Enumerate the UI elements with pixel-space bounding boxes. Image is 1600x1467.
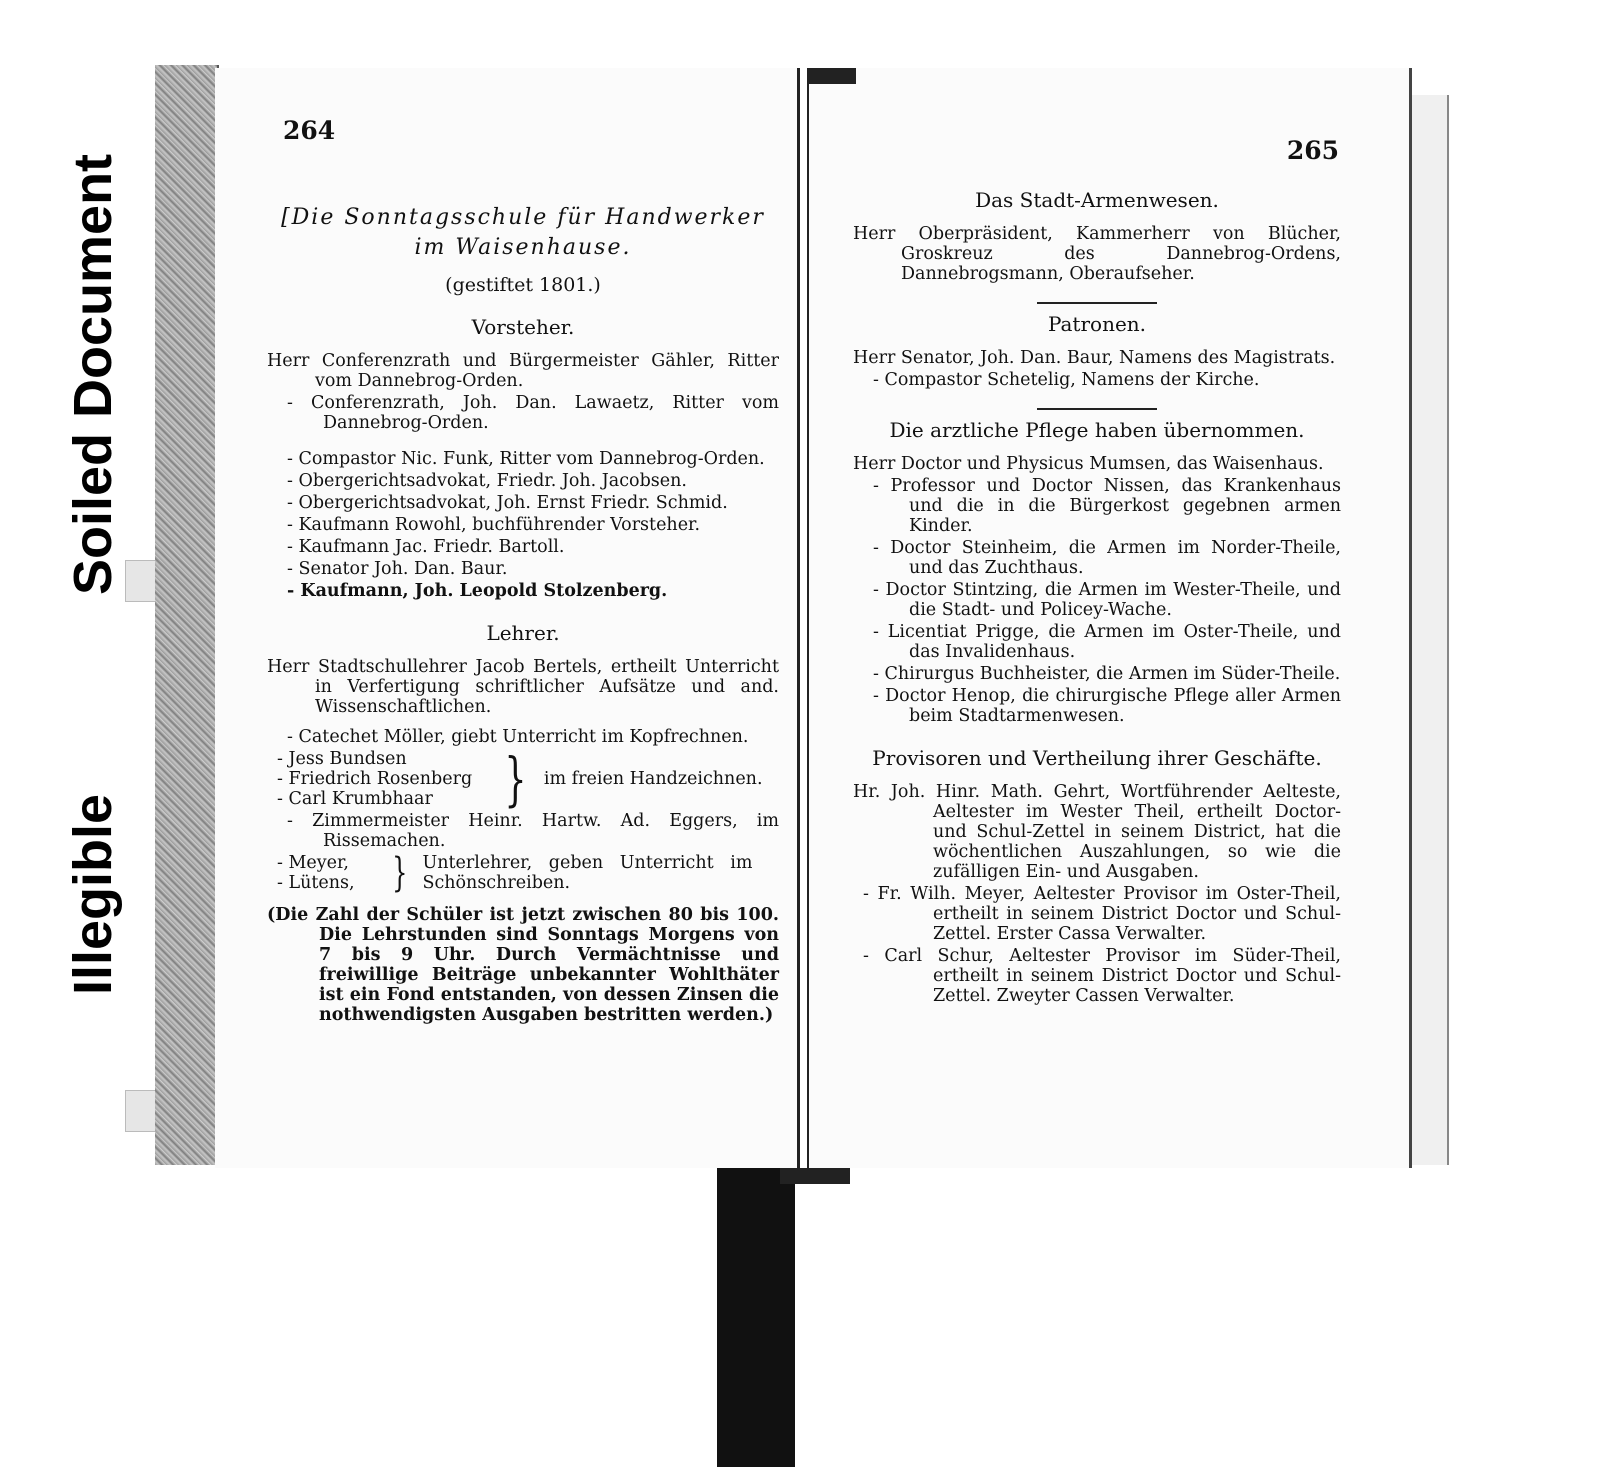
under-teachers-group bbox=[277, 850, 779, 896]
section-title: [Die Sonntagsschule für Handwerker bbox=[281, 205, 765, 230]
illegible-text: Illegible bbox=[63, 793, 123, 995]
binding-mark-bottom bbox=[780, 1168, 850, 1184]
soiled-document-text: Soiled Document bbox=[63, 153, 123, 595]
list-item: - Kaufmann Rowohl, buchführender Vorsteher. bbox=[287, 515, 701, 535]
patronen-heading: Patronen. bbox=[1047, 312, 1147, 336]
page-edge-tab bbox=[125, 560, 159, 602]
divider bbox=[1037, 302, 1157, 304]
list-item: - Licentiat Prigge, die Armen im Oster-Theile, und das Invalidenhaus. bbox=[873, 622, 1341, 662]
list-item: - Compastor Nic. Funk, Ritter vom Dannebrog-Orden. bbox=[287, 449, 765, 469]
teacher-name: - Lütens, bbox=[277, 873, 355, 893]
provisoren-heading: Provisoren und Vertheilung ihrer Geschäfte. bbox=[872, 746, 1322, 770]
list-item: Herr Stadtschullehrer Jacob Bertels, ertheilt Unterricht in Verfertigung schriftlicher Aufsätze und and. Wissenschaftlichen. bbox=[267, 657, 779, 717]
list-item: Herr Conferenzrath und Bürgermeister Gähler, Ritter vom Dannebrog-Orden. bbox=[267, 351, 779, 391]
list-item: - Fr. Wilh. Meyer, Aeltester Provisor im Oster-Theil, ertheilt in seinem District Doctor und Schul-Zettel. Erster Cassa Verwalter. bbox=[863, 884, 1341, 944]
list-item: Herr Oberpräsident, Kammerherr von Blücher, Groskreuz des Dannebrog-Ordens, Dannebrogsmann, Oberaufseher. bbox=[853, 224, 1341, 284]
teacher-name: - Carl Krumbhaar bbox=[277, 789, 433, 809]
page-edge-tab bbox=[125, 1090, 159, 1132]
list-item: - Obergerichtsadvokat, Friedr. Joh. Jacobsen. bbox=[287, 471, 687, 491]
binding-mark-top bbox=[808, 68, 856, 84]
right-page-content bbox=[853, 190, 1341, 1008]
vorsteher-heading: Vorsteher. bbox=[471, 315, 575, 339]
list-item: Herr Senator, Joh. Dan. Baur, Namens des Magistrats. bbox=[853, 348, 1336, 368]
list-item: Hr. Joh. Hinr. Math. Gehrt, Wortführender Aelteste, Aeltester im Wester Theil, ertheilt Doctor- und Schul-Zettel in seinem District, hat die wöchentlichen Auszahlungen, so wie die zufälligen Ein- und Ausgaben. bbox=[853, 782, 1341, 882]
list-item: - Chirurgus Buchheister, die Armen im Süder-Theile. bbox=[873, 664, 1341, 684]
list-item: - Zimmermeister Heinr. Hartw. Ad. Eggers, im Rissemachen. bbox=[287, 811, 779, 851]
provisoren-list bbox=[853, 782, 1341, 1006]
armen-heading: Das Stadt-Armenwesen. bbox=[975, 188, 1219, 212]
list-item: - Doctor Henop, die chirurgische Pflege aller Armen beim Stadtarmenwesen. bbox=[873, 686, 1341, 726]
left-page-content bbox=[267, 203, 779, 1025]
section-title-line2: im Waisenhause. bbox=[414, 235, 632, 260]
pflege-list bbox=[853, 454, 1341, 726]
list-item: - Conferenzrath, Joh. Dan. Lawaetz, Ritter vom Dannebrog-Orden. bbox=[287, 393, 779, 433]
schoolers-note: (Die Zahl der Schüler ist jetzt zwischen 80 bis 100. Die Lehrstunden sind Sonntags Morgens von 7 bis 9 Uhr. Durch Vermächtnisse und freiwillige Beiträge unbekannter Wohlthäter ist ein Fond entstanden, von dessen Zinsen die nothwendigsten Ausgaben bestritten werden.) bbox=[267, 905, 779, 1025]
list-item: - Doctor Stintzing, die Armen im Wester-Theile, und die Stadt- und Policey-Wache. bbox=[873, 580, 1341, 620]
list-item: - Kaufmann Jac. Friedr. Bartoll. bbox=[287, 537, 565, 557]
list-item: - Obergerichtsadvokat, Joh. Ernst Friedr. Schmid. bbox=[287, 493, 728, 513]
teacher-name: - Jess Bundsen bbox=[277, 749, 407, 769]
brace-glyph: } bbox=[392, 850, 408, 896]
list-item: - Compastor Schetelig, Namens der Kirche. bbox=[873, 370, 1260, 390]
drawing-teachers-group bbox=[277, 745, 779, 813]
right-page bbox=[807, 68, 1412, 1168]
list-item: Herr Doctor und Physicus Mumsen, das Waisenhaus. bbox=[853, 454, 1324, 474]
lehrer-heading: Lehrer. bbox=[486, 621, 560, 645]
pflege-heading: Die arztliche Pflege haben übernommen. bbox=[889, 418, 1305, 442]
list-item: - Professor und Doctor Nissen, das Krankenhaus und die in die Bürgerkost gegebnen armen Kinder. bbox=[873, 476, 1341, 536]
page-number-left: 264 bbox=[283, 116, 336, 145]
founded-note: (gestiftet 1801.) bbox=[445, 274, 601, 296]
page-stack-edge bbox=[155, 65, 219, 1165]
divider bbox=[1037, 408, 1157, 410]
teacher-name: - Meyer, bbox=[277, 853, 349, 873]
vorsteher-list bbox=[267, 351, 779, 601]
list-item: - Senator Joh. Dan. Baur. bbox=[287, 559, 508, 579]
drawing-subject: im freien Handzeichnen. bbox=[543, 769, 763, 789]
brace-glyph: } bbox=[504, 745, 527, 813]
binding-strip bbox=[717, 1168, 795, 1467]
page-number-right: 265 bbox=[1286, 136, 1339, 165]
list-item: - Carl Schur, Aeltester Provisor im Süder-Theil, ertheilt in seinem District Doctor und Schul-Zettel. Zweyter Cassen Verwalter. bbox=[863, 946, 1341, 1006]
right-page-stack-edge bbox=[1410, 95, 1449, 1165]
list-item: - Kaufmann, Joh. Leopold Stolzenberg. bbox=[287, 581, 668, 601]
teacher-name: - Friedrich Rosenberg bbox=[277, 769, 473, 789]
list-item: - Catechet Möller, giebt Unterricht im Kopfrechnen. bbox=[287, 727, 749, 747]
list-item: - Doctor Steinheim, die Armen im Norder-Theile, und das Zuchthaus. bbox=[873, 538, 1341, 578]
under-subject: Unterlehrer, geben Unterricht im Schönschreiben. bbox=[422, 853, 753, 893]
left-page bbox=[215, 68, 800, 1168]
